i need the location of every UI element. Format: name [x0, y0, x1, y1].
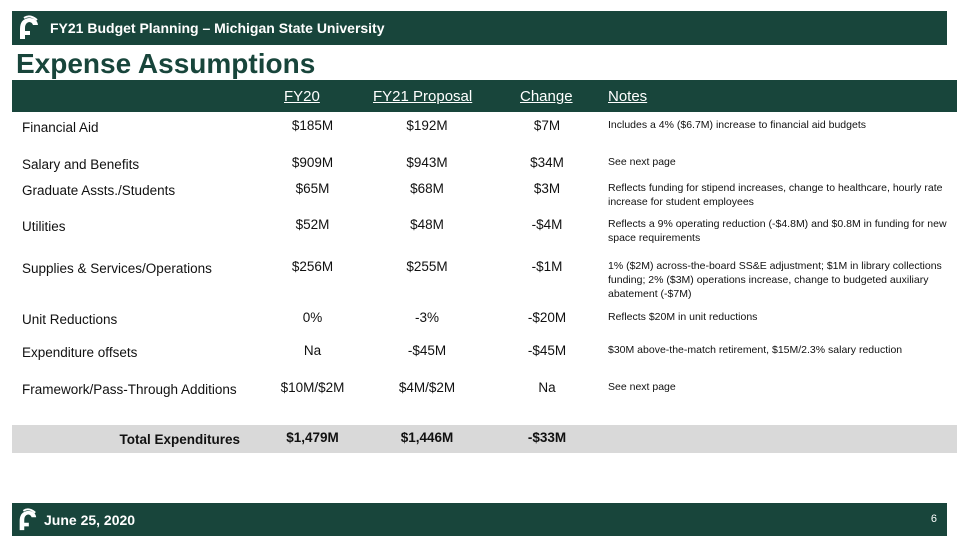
col-header-notes: Notes: [608, 88, 648, 105]
cell-fy20: 0%: [302, 310, 323, 325]
row-label: Framework/Pass-Through Additions: [22, 382, 237, 397]
total-fy20: $1,479M: [286, 430, 339, 445]
total-change: -$33M: [527, 430, 567, 445]
cell-fy21: $68M: [410, 181, 444, 196]
cell-fy21: $4M/$2M: [398, 380, 456, 395]
cell-fy20: $909M: [291, 155, 334, 170]
expense-table: [12, 80, 957, 447]
cell-change: $7M: [533, 118, 561, 133]
row-label: Financial Aid: [22, 120, 99, 135]
cell-fy20: $65M: [295, 181, 330, 196]
cell-notes: Reflects $20M in unit reductions: [608, 311, 758, 323]
row-label: Salary and Benefits: [22, 157, 140, 172]
cell-change: -$20M: [527, 310, 567, 325]
header-title: FY21 Budget Planning – Michigan State University: [50, 20, 385, 36]
spartan-helmet-icon: [16, 508, 40, 532]
total-label: Total Expenditures: [119, 432, 240, 447]
col-header-fy21: FY21 Proposal: [373, 88, 473, 105]
cell-fy21: $48M: [410, 217, 444, 232]
row-label: Supplies & Services/Operations: [22, 261, 212, 276]
footer-bar: [12, 503, 947, 536]
row-label: Graduate Assts./Students: [22, 183, 176, 198]
footer-date: June 25, 2020: [44, 511, 136, 528]
cell-fy20: $256M: [291, 259, 334, 274]
header-bar: [12, 11, 947, 45]
row-label: Unit Reductions: [22, 312, 118, 327]
cell-notes: Reflects funding for stipend increases, change to healthcare, hourly rate increase for student employees: [608, 182, 943, 208]
cell-notes: Includes a 4% ($6.7M) increase to financial aid budgets: [608, 119, 866, 131]
cell-fy20: $185M: [291, 118, 334, 133]
cell-fy20: $10M/$2M: [280, 380, 345, 395]
page-number: 6: [930, 513, 937, 525]
cell-fy21: $255M: [406, 259, 448, 274]
cell-fy21: -$45M: [407, 343, 447, 358]
cell-change: $3M: [533, 181, 561, 196]
total-row: [12, 425, 957, 453]
col-header-change: Change: [520, 88, 573, 105]
cell-change: Na: [538, 380, 556, 395]
cell-change: $34M: [530, 155, 564, 170]
cell-notes: See next page: [608, 381, 676, 393]
cell-notes: $30M above-the-match retirement, $15M/2.3% salary reduction: [608, 344, 903, 356]
cell-fy20: Na: [303, 343, 322, 358]
cell-change: -$45M: [527, 343, 567, 358]
cell-fy21: $943M: [406, 155, 448, 170]
table-header: [12, 80, 957, 112]
row-label: Utilities: [22, 219, 66, 234]
page-title: Expense Assumptions: [16, 48, 316, 79]
cell-notes: 1% ($2M) across-the-board SS&E adjustment; $1M in library collections funding; 2% ($3M) operations increase, change to budgeted auxiliary abatement (-$7M): [608, 260, 942, 300]
cell-notes: Reflects a 9% operating reduction (-$4.8M) and $0.8M in funding for new space requirements: [608, 218, 947, 244]
col-header-fy20: FY20: [284, 88, 320, 105]
spartan-helmet-icon: [16, 14, 44, 42]
total-fy21: $1,446M: [400, 430, 454, 445]
cell-fy21: $192M: [406, 118, 448, 133]
row-label: Expenditure offsets: [22, 345, 138, 360]
cell-change: -$4M: [531, 217, 563, 232]
cell-fy20: $52M: [295, 217, 330, 232]
cell-notes: See next page: [608, 156, 676, 168]
cell-change: -$1M: [531, 259, 563, 274]
cell-fy21: -3%: [414, 310, 439, 325]
